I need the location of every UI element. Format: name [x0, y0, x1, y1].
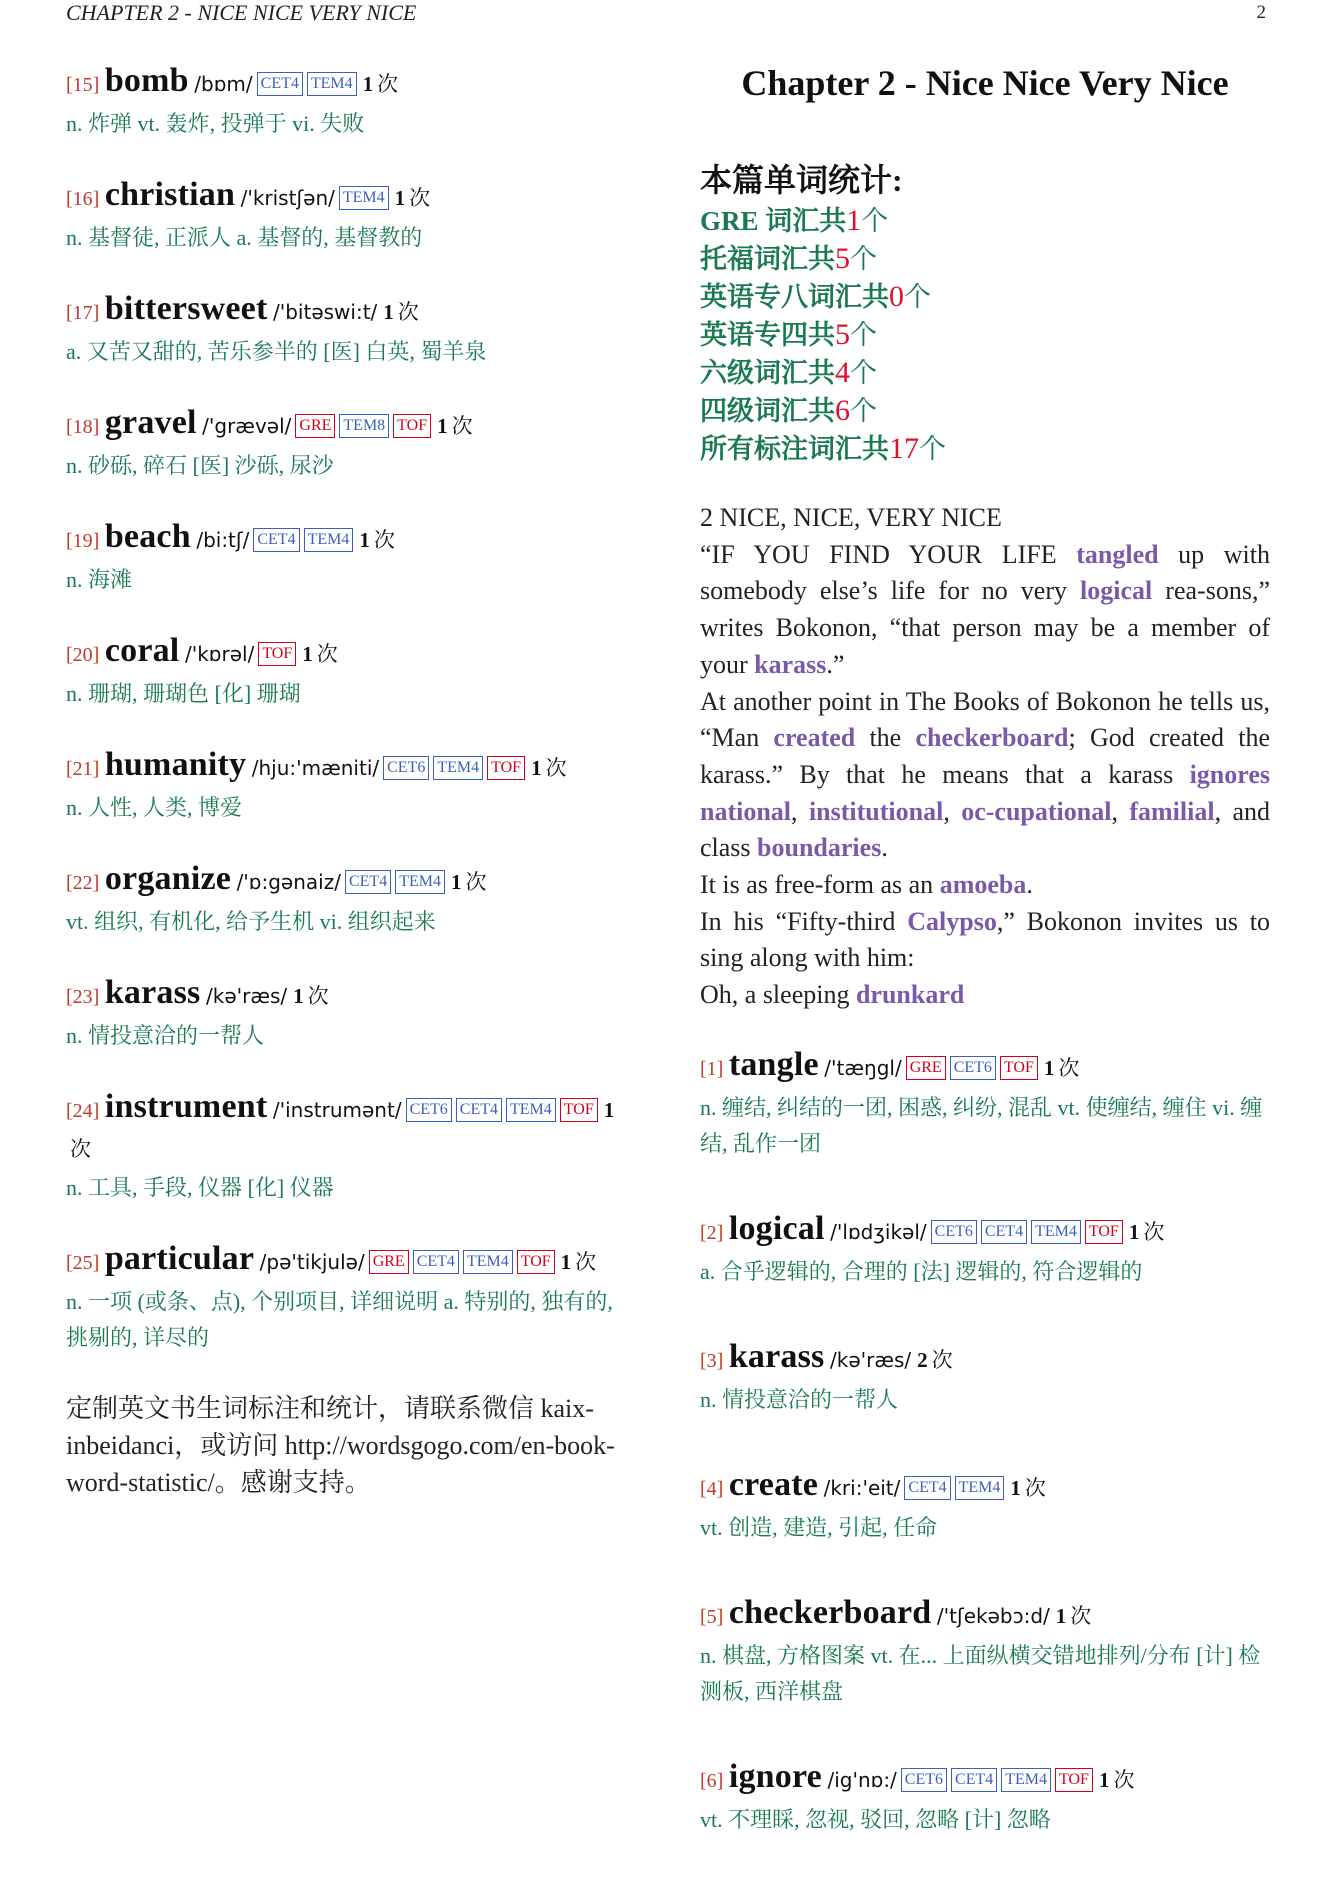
entry-word: organize	[104, 860, 232, 897]
entry-head	[66, 404, 636, 446]
promo-text: 定制英文书生词标注和统计，请联系微信 kaix-inbeidanci，或访问 http://wordsgogo.com/en-book-word-statistic/。感谢支持。	[66, 1394, 615, 1497]
entry-word: create	[728, 1465, 819, 1503]
vocab-entry	[700, 1046, 1270, 1162]
entry-count-unit: 次	[316, 642, 338, 666]
entry-ipa: /'ɒ:gənaiz/	[236, 870, 341, 894]
highlighted-word: institutional	[808, 796, 944, 826]
entry-head	[700, 1338, 1270, 1380]
tag-tof: TOF	[487, 756, 525, 780]
entry-head	[66, 1088, 636, 1168]
stats-line	[700, 316, 1270, 354]
entry-definition: vt. 不理睬, 忽视, 驳回, 忽略 [计] 忽略	[700, 1806, 1051, 1832]
vocab-entry	[66, 176, 636, 256]
entry-word: bomb	[104, 62, 189, 99]
entry-word: humanity	[104, 746, 247, 783]
entry-count: 1	[531, 756, 542, 780]
entry-index: [21]	[66, 758, 100, 780]
entry-index: [6]	[700, 1769, 724, 1792]
entry-word: ignore	[728, 1757, 822, 1795]
vocab-entry	[66, 518, 636, 598]
entry-ipa: /hju:'mæniti/	[251, 756, 380, 780]
passage-text: ; God created the karass.” By that he means that a karass	[700, 723, 1270, 789]
passage-text: ,	[943, 796, 962, 826]
stats-unit: 个	[861, 206, 889, 236]
tag-tem4: TEM4	[1031, 1220, 1081, 1244]
entry-count-unit: 次	[1058, 1055, 1080, 1080]
entry-count-unit: 次	[409, 186, 431, 210]
entry-definition: n. 一项 (或条、点), 个别项目, 详细说明 a. 特别的, 独有的, 挑剔的, 详尽的	[66, 1289, 613, 1350]
tag-cet4: CET4	[951, 1768, 997, 1792]
entry-index: [22]	[66, 872, 100, 894]
vocab-entry	[66, 746, 636, 826]
stats-label: 英语专八词汇共	[700, 282, 889, 312]
vocab-entry	[66, 404, 636, 484]
entry-head	[700, 1758, 1270, 1800]
tag-gre: GRE	[906, 1056, 946, 1080]
entry-count-unit: 次	[377, 72, 399, 96]
passage-paragraph	[700, 537, 1270, 684]
entry-ipa: /bɒm/	[194, 72, 253, 96]
passage-text: ,” Bokonon invites us to sing along with him:	[700, 906, 1270, 973]
entry-ipa: /'tæŋgl/	[824, 1055, 902, 1080]
entry-count: 1	[302, 642, 313, 666]
entry-count-unit: 次	[451, 414, 473, 438]
vocab-entry	[66, 860, 636, 940]
passage-text: .	[1026, 870, 1033, 900]
entry-index: [2]	[700, 1221, 724, 1244]
tag-cet4: CET4	[904, 1476, 950, 1500]
tag-tem4: TEM4	[463, 1250, 513, 1274]
entry-word: coral	[104, 632, 180, 669]
entry-definition: n. 海滩	[66, 567, 133, 592]
highlighted-word: logical	[1080, 576, 1153, 606]
entry-word: karass	[728, 1337, 825, 1375]
entry-word: bittersweet	[104, 290, 268, 327]
tag-gre: GRE	[369, 1250, 409, 1274]
entry-head	[700, 1210, 1270, 1252]
highlighted-word: created	[773, 723, 856, 753]
stats-count: 4	[835, 356, 850, 389]
highlighted-word: oc-cupational	[961, 796, 1112, 826]
vocab-entry	[700, 1466, 1270, 1546]
stats-label: 六级词汇共	[700, 358, 835, 388]
vocab-entry	[66, 974, 636, 1054]
passage-text: .	[881, 833, 888, 863]
entry-definition: vt. 组织, 有机化, 给予生机 vi. 组织起来	[66, 909, 436, 934]
stats-count: 5	[835, 318, 850, 351]
tag-tof: TOF	[258, 642, 296, 666]
tag-cet4: CET4	[413, 1250, 459, 1274]
stats-label: GRE 词汇共	[700, 206, 847, 236]
stats-unit: 个	[919, 434, 946, 464]
passage-text: the	[855, 723, 916, 753]
entry-index: [25]	[66, 1252, 100, 1274]
tag-tof: TOF	[1085, 1220, 1123, 1244]
entry-ipa: /'tʃekəbɔ:d/	[936, 1603, 1050, 1628]
entry-count-unit: 次	[1143, 1219, 1165, 1244]
tag-tem4: TEM4	[506, 1098, 556, 1122]
entry-ipa: /'lɒdʒikəl/	[830, 1219, 927, 1244]
stats-unit: 个	[850, 358, 877, 388]
entry-count: 1	[293, 984, 304, 1008]
highlighted-word: boundaries	[757, 833, 882, 863]
entry-head	[66, 518, 636, 560]
stats-list	[700, 202, 1270, 468]
stats-count: 6	[835, 394, 850, 427]
entry-index: [24]	[66, 1100, 100, 1122]
entry-count-unit: 次	[931, 1347, 953, 1372]
passage-text: ,	[791, 796, 809, 826]
entry-word: particular	[104, 1240, 255, 1277]
vocab-entry	[66, 62, 636, 142]
tag-tof: TOF	[393, 414, 431, 438]
entry-definition: a. 合乎逻辑的, 合理的 [法] 逻辑的, 符合逻辑的	[700, 1258, 1143, 1284]
entry-ipa: /pə'tikjulə/	[259, 1250, 365, 1274]
tag-tem4: TEM4	[307, 72, 357, 96]
entry-definition: n. 人性, 人类, 博爱	[66, 795, 243, 820]
entry-count: 1	[359, 528, 370, 552]
tag-tem4: TEM4	[955, 1476, 1005, 1500]
entry-count: 1	[1043, 1055, 1055, 1080]
tag-cet6: CET6	[950, 1056, 996, 1080]
tag-tem8: TEM8	[339, 414, 389, 438]
stats-unit: 个	[904, 282, 931, 312]
entry-head	[66, 62, 636, 104]
entry-count: 1	[603, 1098, 615, 1122]
entry-count-unit: 次	[1113, 1767, 1135, 1792]
tag-cet4: CET4	[981, 1220, 1027, 1244]
tag-tof: TOF	[560, 1098, 598, 1122]
entry-head	[700, 1046, 1270, 1088]
entry-head	[66, 632, 636, 674]
entry-ipa: /'bitəswi:t/	[273, 300, 378, 324]
entry-count: 1	[560, 1250, 572, 1274]
stats-label: 四级词汇共	[700, 396, 835, 426]
entry-count-unit: 次	[545, 756, 567, 780]
entry-word: instrument	[104, 1088, 268, 1125]
entry-definition: n. 基督徒, 正派人 a. 基督的, 基督教的	[66, 225, 423, 250]
vocab-entry	[66, 1088, 636, 1206]
entry-ipa: /'grævəl/	[202, 414, 292, 438]
tag-tof: TOF	[517, 1250, 555, 1274]
stats-line	[700, 202, 1270, 240]
passage-text: ,	[1111, 796, 1130, 826]
tag-tof: TOF	[1000, 1056, 1038, 1080]
entry-index: [23]	[66, 986, 100, 1008]
entry-count: 1	[1098, 1767, 1110, 1792]
entry-index: [16]	[66, 188, 100, 210]
entry-count: 1	[1010, 1475, 1021, 1500]
right-column	[700, 62, 1270, 1886]
entry-ipa: /kə'ræs/	[830, 1347, 912, 1372]
entry-ipa: /'kɒrəl/	[184, 642, 255, 666]
vocab-entry	[700, 1338, 1270, 1418]
vocab-entry	[700, 1594, 1270, 1710]
entry-ipa: /ig'nɒ:/	[827, 1767, 897, 1792]
highlighted-word: tangled	[1076, 539, 1159, 569]
entry-count: 2	[917, 1347, 928, 1372]
passage-text: In his “Fifty-third	[700, 906, 908, 936]
passage-text: .”	[826, 649, 845, 679]
entry-definition: n. 情投意洽的一帮人	[700, 1386, 899, 1412]
entry-index: [4]	[700, 1477, 724, 1500]
entry-definition: a. 又苦又甜的, 苦乐参半的 [医] 白英, 蜀羊泉	[66, 339, 487, 364]
vocab-entry	[66, 290, 636, 370]
tag-tem4: TEM4	[395, 870, 445, 894]
stats-count: 5	[835, 242, 850, 275]
vocab-entry	[66, 1240, 636, 1356]
stats-title: 本篇单词统计:	[700, 162, 903, 198]
entry-definition: n. 炸弹 vt. 轰炸, 投弹于 vi. 失败	[66, 111, 365, 136]
vocab-entry	[66, 632, 636, 712]
tag-cet6: CET6	[406, 1098, 452, 1122]
entry-index: [18]	[66, 416, 100, 438]
entry-index: [19]	[66, 530, 100, 552]
entry-index: [20]	[66, 644, 100, 666]
passage-paragraph	[700, 684, 1270, 868]
passage-text: Oh, a sleeping	[700, 980, 856, 1010]
entry-ipa: /kə'ræs/	[206, 984, 288, 1008]
entry-definition: n. 珊瑚, 珊瑚色 [化] 珊瑚	[66, 681, 301, 706]
entry-head	[700, 1594, 1270, 1636]
entry-index: [15]	[66, 74, 100, 96]
entry-count-unit: 次	[397, 300, 419, 324]
tag-cet4: CET4	[456, 1098, 502, 1122]
entry-word: tangle	[728, 1045, 819, 1083]
entry-count: 1	[437, 414, 448, 438]
stats-line	[700, 354, 1270, 392]
tag-cet4: CET4	[257, 72, 303, 96]
running-title: CHAPTER 2 - NICE NICE VERY NICE	[66, 0, 417, 25]
passage-paragraph	[700, 867, 1270, 904]
tag-cet6: CET6	[383, 756, 429, 780]
stats-line	[700, 430, 1270, 468]
highlighted-word: drunkard	[855, 980, 965, 1010]
tag-cet4: CET4	[345, 870, 391, 894]
entry-definition: n. 砂砾, 碎石 [医] 沙砾, 尿沙	[66, 453, 334, 478]
entry-count: 1	[394, 186, 406, 210]
tag-tem4: TEM4	[433, 756, 483, 780]
stats-unit: 个	[850, 244, 877, 274]
vocab-list-left	[66, 62, 636, 1356]
entry-definition: n. 工具, 手段, 仪器 [化] 仪器	[66, 1175, 334, 1200]
entry-index: [3]	[700, 1349, 724, 1372]
entry-head	[700, 1466, 1270, 1508]
passage-text: At another point in The Books of Bokonon he tells us, “Man	[700, 686, 1270, 753]
page-number: 2	[1256, 2, 1266, 23]
tag-cet6: CET6	[901, 1768, 947, 1792]
vocab-entry	[700, 1758, 1270, 1838]
entry-count-unit: 次	[1070, 1603, 1092, 1628]
stats-unit: 个	[850, 396, 877, 426]
tag-cet4: CET4	[253, 528, 299, 552]
entry-count: 1	[1128, 1219, 1140, 1244]
entry-word: christian	[104, 176, 236, 213]
highlighted-word: familial	[1129, 796, 1215, 826]
passage-paragraph	[700, 977, 1270, 1014]
passage-paragraph	[700, 904, 1270, 977]
entry-count-unit: 次	[307, 984, 329, 1008]
entry-word: gravel	[104, 404, 197, 441]
stats-line	[700, 240, 1270, 278]
entry-ipa: /'instrumənt/	[272, 1098, 402, 1122]
passage-text: rea-sons,” writes Bokonon, “that person may be a member of your	[700, 576, 1270, 679]
stats-label: 所有标注词汇共	[700, 434, 889, 464]
tag-cet6: CET6	[931, 1220, 977, 1244]
tag-tof: TOF	[1055, 1768, 1093, 1792]
entry-index: [17]	[66, 302, 100, 324]
entry-ipa: /'kristʃən/	[240, 186, 335, 210]
passage-text: up with somebody else’s life for no very	[700, 539, 1271, 606]
chapter-title: Chapter 2 - Nice Nice Very Nice	[741, 63, 1229, 103]
entry-count-unit: 次	[575, 1250, 597, 1274]
passage-heading: 2 NICE, NICE, VERY NICE	[700, 503, 1002, 532]
left-column	[66, 62, 636, 1501]
stats-line	[700, 392, 1270, 430]
entry-count: 1	[450, 870, 462, 894]
stats-count: 17	[889, 432, 919, 465]
highlighted-word: amoeba	[939, 870, 1027, 900]
passage	[700, 500, 1270, 1014]
stats-label: 托福词汇共	[700, 244, 835, 274]
entry-definition: vt. 创造, 建造, 引起, 任命	[700, 1514, 938, 1540]
entry-ipa: /bi:tʃ/	[196, 528, 250, 552]
entry-definition: n. 情投意洽的一帮人	[66, 1023, 265, 1048]
entry-word: checkerboard	[728, 1593, 932, 1631]
entry-head	[66, 860, 636, 902]
entry-word: beach	[104, 518, 191, 555]
entry-count: 1	[383, 300, 394, 324]
vocab-entry	[700, 1210, 1270, 1290]
entry-count-unit: 次	[70, 1137, 91, 1161]
passage-text: “IF YOU FIND YOUR LIFE	[700, 539, 1077, 569]
entry-head	[66, 974, 636, 1016]
tag-tem4: TEM4	[304, 528, 354, 552]
stats-line	[700, 278, 1270, 316]
entry-ipa: /kri:'eit/	[823, 1475, 901, 1500]
entry-count-unit: 次	[373, 528, 395, 552]
entry-count-unit: 次	[1024, 1475, 1046, 1500]
stats-count: 0	[889, 280, 904, 313]
entry-count: 1	[362, 72, 374, 96]
passage-text: It is as free-form as an	[700, 870, 940, 900]
entry-count-unit: 次	[465, 870, 487, 894]
tag-gre: GRE	[295, 414, 335, 438]
entry-index: [5]	[700, 1605, 724, 1628]
highlighted-word: Calypso	[907, 906, 997, 936]
tag-tem4: TEM4	[339, 186, 389, 210]
tag-tem4: TEM4	[1001, 1768, 1051, 1792]
entry-word: karass	[104, 974, 201, 1011]
highlighted-word: checkerboard	[915, 723, 1069, 753]
entry-head	[66, 176, 636, 218]
stats-label: 英语专四共	[700, 320, 835, 350]
entry-word: logical	[728, 1209, 825, 1247]
entry-count: 1	[1055, 1603, 1067, 1628]
entry-head	[66, 290, 636, 332]
stats-count: 1	[846, 204, 862, 237]
entry-head	[66, 746, 636, 788]
entry-index: [1]	[700, 1057, 724, 1080]
highlighted-word: karass	[754, 649, 827, 679]
highlighted-word: ignores national	[700, 759, 1270, 826]
entry-definition: n. 棋盘, 方格图案 vt. 在... 上面纵横交错地排列/分布 [计] 检测板, 西洋棋盘	[700, 1642, 1261, 1704]
entry-head	[66, 1240, 636, 1282]
entry-definition: n. 缠结, 纠结的一团, 困惑, 纠纷, 混乱 vt. 使缠结, 缠住 vi. 缠结, 乱作一团	[700, 1094, 1263, 1156]
stats-unit: 个	[850, 320, 877, 350]
passage-text: , and class	[700, 796, 1271, 863]
vocab-list-right	[700, 1046, 1270, 1838]
